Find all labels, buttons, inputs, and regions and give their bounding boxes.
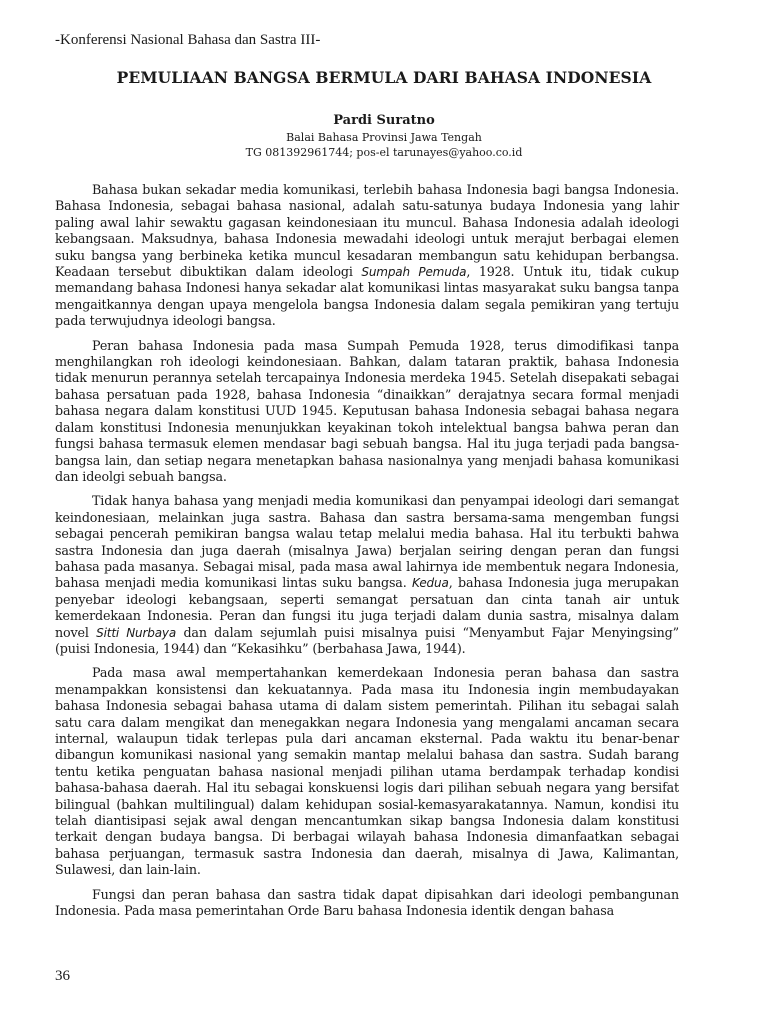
italic-term-kedua: Kedua xyxy=(412,576,449,591)
paragraph-3 xyxy=(55,493,679,657)
italic-term-sumpah-pemuda: Sumpah Pemuda xyxy=(361,265,467,280)
paragraph-5: Fungsi dan peran bahasa dan sastra tidak dapat dipisahkan dari ideologi pembangunan Indonesia. Pada masa pemerintahan Orde Baru bahasa Indonesia identik dengan bahasa xyxy=(55,886,679,919)
author-contact: TG 081392961744; pos-el tarunayes@yahoo.co.id xyxy=(245,146,523,159)
running-header: -Konferensi Nasional Bahasa dan Sastra III- xyxy=(55,32,321,48)
italic-term-sitti-nurbaya: Sitti Nurbaya xyxy=(96,625,177,640)
paragraph-1 xyxy=(55,182,679,330)
paragraph-4: Pada masa awal mempertahankan kemerdekaan Indonesia peran bahasa dan sastra menampakkan konsistensi dan kekuatannya. Pada masa itu Indonesia ingin membudayakan bahasa Indonesia sebagai bahasa utama di dalam sistem pemerintah. Pilihan itu sebagai salah satu cara dalam mengikat dan menegakkan negara Indonesia yang mengalami ancaman secara internal, walaupun tidak terlepas pula dari ancaman eksternal. Pada waktu itu benar-benar dibangun komunikasi nasional yang semakin mantap melalui bahasa dan sastra. Sudah barang tentu ketika penguatan bahasa nasional menjadi pilihan utama berdampak terhadap kondisi bahasa-bahasa daerah. Hal itu sebagai konskuensi logis dari pilihan sebuah negara yang bersifat bilingual (bahkan multilingual) dalam kehidupan sosial-kemasyarakatannya. Namun, kondisi itu telah diantisipasi sejak awal dengan mencantumkan sikap bangsa Indonesia dalam konstitusi terkait dengan budaya bangsa. Di berbagai wilayah bahasa Indonesia dimanfaatkan sebagai bahasa perjuangan, termasuk sastra Indonesia dan daerah, misalnya di Jawa, Kalimantan, Sulawesi, dan lain-lain. xyxy=(55,665,679,878)
author-affiliation: Balai Bahasa Provinsi Jawa Tengah xyxy=(286,131,482,144)
paragraph-3-text-c: dan dalam sejumlah puisi misalnya puisi “Menyambut Fajar Menyingsing” (puisi Indonesia, 1944) dan “Kekasihku” (berbahasa Jawa, 1944). xyxy=(55,624,679,656)
paragraph-1-text-b: , 1928. Untuk itu, tidak cukup memandang bahasa Indonesi hanya sekadar alat komunikasi lintas masyarakat suku bangsa tanpa mengaitkannya dengan upaya mengelola bangsa Indonesia dalam segala pemikiran yang tertuju pada terwujudnya ideologi bangsa. xyxy=(55,264,679,329)
article-title: PEMULIAAN BANGSA BERMULA DARI BAHASA INDONESIA xyxy=(116,68,652,87)
paragraph-1-text-a: Bahasa bukan sekadar media komunikasi, terlebih bahasa Indonesia bagi bangsa Indonesia. Bahasa Indonesia, sebagai bahasa nasional, adalah satu-satunya budaya Indonesia yang lahir paling awal lahir sewaktu gagasan keindonesiaan itu muncul. Bahasa Indonesia adalah ideologi kebangsaan. Maksudnya, bahasa Indonesia mewadahi ideologi untuk merajut berbagai elemen suku bangsa yang berbineka ketika muncul kesadaran membangun satu kehidupan berbangsa. Keadaan tersebut dibuktikan dalam ideologi xyxy=(55,182,679,280)
paragraph-3-text-a: Tidak hanya bahasa yang menjadi media komunikasi dan penyampai ideologi dari semangat keindonesiaan, melainkan juga sastra. Bahasa dan sastra bersama-sama mengemban fungsi sebagai pencerah pemikiran bangsa walau tetap melalui media bahasa. Hal itu terbukti bahwa sastra Indonesia dan juga daerah (misalnya Jawa) berjalan seiring dengan peran dan fungsi bahasa pada masanya. Sebagai misal, pada masa awal lahirnya ide membentuk negara Indonesia, bahasa menjadi media komunikasi lintas suku bangsa. xyxy=(55,493,679,591)
author-block xyxy=(0,112,768,160)
paragraph-2: Peran bahasa Indonesia pada masa Sumpah Pemuda 1928, terus dimodifikasi tanpa menghilangkan roh ideologi keindonesiaan. Bahkan, dalam tataran praktik, bahasa Indonesia tidak menurun perannya setelah tercapainya Indonesia merdeka 1945. Setelah disepakati sebagai bahasa persatuan pada 1928, bahasa Indonesia “dinaikkan” derajatnya secara formal menjadi bahasa negara dalam konstitusi UUD 1945. Keputusan bahasa Indonesia sebagai bahasa negara dalam konstitusi Indonesia menunjukkan keyakinan tokoh intelektual bangsa bahwa peran dan fungsi bahasa termasuk elemen mendasar bagi sebuah bangsa. Hal itu juga terjadi pada bangsa-bangsa lain, dan setiap negara menetapkan bahasa nasionalnya yang menjadi bahasa komunikasi dan ideolgi sebuah bangsa. xyxy=(55,337,679,484)
article-body xyxy=(55,182,679,927)
author-name: Pardi Suratno xyxy=(333,113,435,128)
paragraph-3-text-b: , bahasa Indonesia juga merupakan penyebar ideologi kebangsaan, seperti semangat persatuan dan cinta tanah air untuk kemerdekaan Indonesia. Peran dan fungsi itu juga terjadi dalam dunia sastra, misalnya dalam novel xyxy=(55,575,679,640)
page-number: 36 xyxy=(55,968,70,984)
